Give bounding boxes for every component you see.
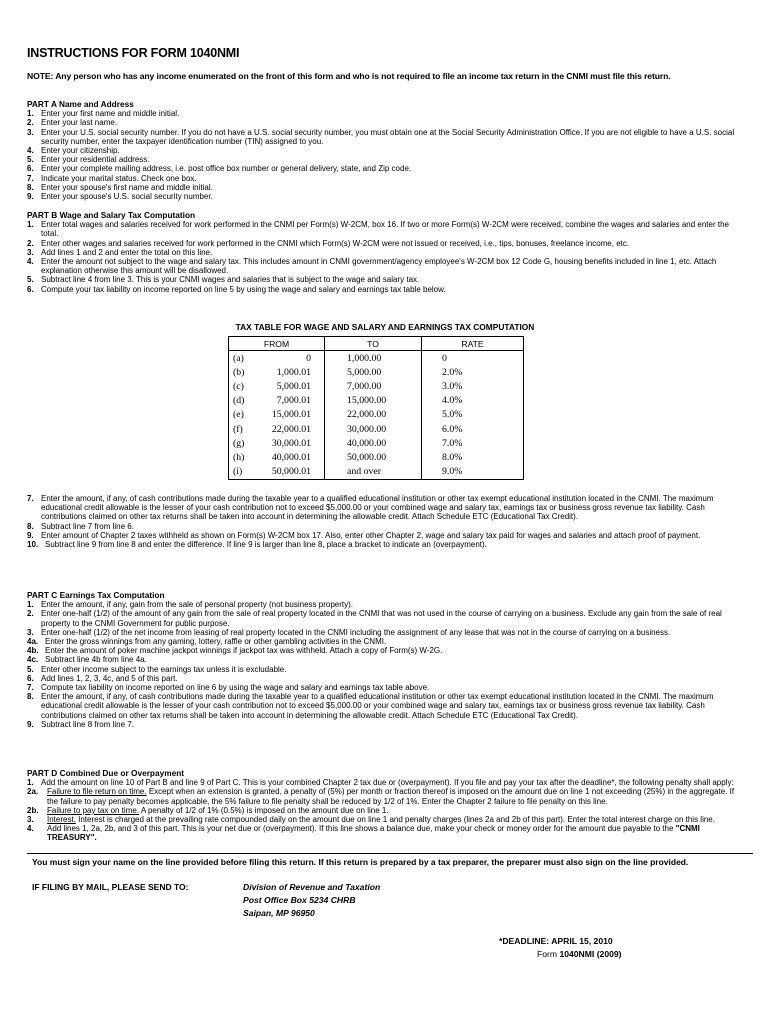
item-text: Compute tax liability on income reported on line 6 by using the wage and salary and earnings tax table above. xyxy=(41,683,430,693)
from-value: 1,000.01 xyxy=(276,366,311,378)
tax-table-row xyxy=(229,422,524,436)
from-value: 15,000.01 xyxy=(271,409,311,421)
mailing-address xyxy=(243,881,380,920)
payee-name: "CNMI TREASURY". xyxy=(47,824,700,843)
to-cell xyxy=(325,465,422,480)
item-label: Failure to file return on time. xyxy=(47,787,147,797)
item-number: 4b. xyxy=(27,646,39,656)
part-b xyxy=(27,211,743,294)
item-text: A penalty of 1/2 of 1% (0.5%) is imposed on the amount due on line 1. xyxy=(139,805,389,815)
part-a xyxy=(27,100,743,201)
item-number: 4a. xyxy=(27,637,39,647)
signature-note: You must sign your name on the line provided before filing this return. If this return is prepared by a tax preparer, the preparer must also sign on the line provided. xyxy=(32,857,689,867)
address-line-3: Saipan, MP 96950 xyxy=(243,908,315,918)
from-value: 30,000.01 xyxy=(271,437,311,449)
item-text: Enter your citizenship. xyxy=(41,146,120,156)
part-d-item-2a xyxy=(27,787,743,805)
item-number: 10. xyxy=(27,540,39,550)
item-text: Except when an extension is granted, a penalty of (5%) per month or fraction thereof is imposed on the amount due on line 1 not exceeding (25%) in the aggregate. If the failure to pay penalty becomes applicable, the 5% failure to file penalty shall be reduced by 1/2 of 1%. Enter the Chapter 2 failure to file penalty on this line. xyxy=(47,787,735,806)
item-number: 7. xyxy=(27,683,34,693)
to-cell xyxy=(325,394,422,408)
item-number: 5. xyxy=(27,155,34,165)
page-title: INSTRUCTIONS FOR FORM 1040NMI xyxy=(27,46,240,60)
form-number: 1040NMI (2009) xyxy=(559,949,622,959)
part-b-item-1 xyxy=(27,220,743,238)
part-a-item-3 xyxy=(27,128,743,146)
to-cell xyxy=(325,351,422,366)
bracket-letter: (b) xyxy=(233,366,245,378)
bracket-letter: (d) xyxy=(233,395,245,407)
item-number: 2. xyxy=(27,238,34,248)
item-number: 3. xyxy=(27,815,34,825)
item-text: Enter one-half (1/2) of the amount of any gain from the sale of real property located in the CNMI that was not used in the course of carrying on a business. Exclude any gain from the sale of real property to the CNMI Government for public purpose. xyxy=(41,609,722,628)
item-text: Indicate your marital status. Check one box. xyxy=(41,173,197,183)
tax-table xyxy=(228,336,524,480)
to-cell xyxy=(325,365,422,379)
item-text: Interest is charged at the prevailing rate compounded daily on the amount due on line 1 and penalty charges (lines 2a and 2b of this part). Enter the total interest charge on this line. xyxy=(75,815,715,825)
part-a-heading: PART A Name and Address xyxy=(27,99,134,109)
rate-value: 6.0% xyxy=(442,423,463,435)
tax-table-row xyxy=(229,351,524,366)
item-number: 6. xyxy=(27,284,34,294)
from-cell xyxy=(229,379,325,393)
part-a-item-8 xyxy=(27,183,743,192)
part-a-item-4 xyxy=(27,146,743,155)
item-text: Subtract line 4 from line 3. This is your CNMI wages and salaries that is subject to the wage and salary tax. xyxy=(41,275,420,285)
rate-value: 0 xyxy=(442,352,447,364)
item-number: 2. xyxy=(27,609,34,619)
item-text: Subtract line 8 from line 7. xyxy=(41,719,134,729)
item-text: Enter your last name. xyxy=(41,118,118,128)
to-cell xyxy=(325,379,422,393)
item-number: 8. xyxy=(27,692,34,702)
rate-value: 9.0% xyxy=(442,466,463,478)
to-value: 40,000.00 xyxy=(347,437,387,449)
item-label: Interest. xyxy=(47,815,76,825)
from-cell xyxy=(229,408,325,422)
deadline: *DEADLINE: APRIL 15, 2010 xyxy=(499,936,613,946)
to-value: 50,000.00 xyxy=(347,451,387,463)
to-value: and over xyxy=(347,466,382,478)
item-number: 6. xyxy=(27,164,34,174)
item-number: 9. xyxy=(27,192,34,202)
from-cell xyxy=(229,465,325,480)
from-value: 50,000.01 xyxy=(271,466,311,478)
part-b-item-2 xyxy=(27,522,743,531)
rate-cell xyxy=(422,422,524,436)
item-text: Enter your residential address. xyxy=(41,155,150,165)
rate-value: 4.0% xyxy=(442,395,463,407)
rate-cell xyxy=(422,465,524,480)
part-c-item-11 xyxy=(27,720,743,729)
part-d-item-3 xyxy=(27,815,743,824)
form-id xyxy=(537,949,622,959)
part-c-item-1 xyxy=(27,600,743,609)
from-value: 7,000.01 xyxy=(276,395,311,407)
item-text: Enter your complete mailing address, i.e. post office box number or general delivery, state, and Zip code. xyxy=(41,164,412,174)
from-cell xyxy=(229,436,325,450)
from-cell xyxy=(229,365,325,379)
part-c-item-4 xyxy=(27,637,743,646)
rate-value: 5.0% xyxy=(442,409,463,421)
item-number: 8. xyxy=(27,182,34,192)
to-value: 30,000.00 xyxy=(347,423,387,435)
part-b-item-1 xyxy=(27,494,743,522)
part-a-item-6 xyxy=(27,164,743,173)
part-c-heading: PART C Earnings Tax Computation xyxy=(27,590,165,600)
to-value: 7,000.00 xyxy=(347,380,382,392)
rate-value: 8.0% xyxy=(442,451,463,463)
mail-label: IF FILING BY MAIL, PLEASE SEND TO: xyxy=(32,882,189,892)
part-a-item-9 xyxy=(27,192,743,201)
item-text: Enter your spouse's U.S. social security number. xyxy=(41,192,213,202)
part-a-item-7 xyxy=(27,174,743,183)
item-text: Enter your spouse's first name and middle initial. xyxy=(41,182,213,192)
bracket-letter: (c) xyxy=(233,380,244,392)
tax-table-header-row xyxy=(229,337,524,351)
rate-value: 3.0% xyxy=(442,380,463,392)
bracket-letter: (f) xyxy=(233,423,243,435)
rate-cell xyxy=(422,365,524,379)
bracket-letter: (e) xyxy=(233,409,244,421)
to-value: 5,000.00 xyxy=(347,366,382,378)
tax-table-row xyxy=(229,365,524,379)
part-c-item-2 xyxy=(27,609,743,627)
item-text: Subtract line 4b from line 4a. xyxy=(45,655,147,665)
part-a-item-5 xyxy=(27,155,743,164)
part-b-continued xyxy=(27,494,743,549)
item-text: Enter the amount, if any, of cash contributions made during the taxable year to a qualified educational institution or other tax exempt educational institution located in the CNMI. The maximum educational credit allowable is the lesser of your cash contribution not to exceed $5,000.00 or your combined wage and salary tax, earnings tax or business gross revenue tax liability. Cash contributions claimed on other tax returns shall be taken into account in determining the allowable credit. Attach Schedule ETC (Educational Tax Credit). xyxy=(41,692,714,720)
from-cell xyxy=(229,422,325,436)
item-number: 2. xyxy=(27,118,34,128)
part-a-item-2 xyxy=(27,118,743,127)
to-value: 15,000.00 xyxy=(347,395,387,407)
item-text: Enter the amount of poker machine jackpot winnings if jackpot tax was withheld. Attach a copy of Form(s) W-2G. xyxy=(45,646,443,656)
from-cell xyxy=(229,394,325,408)
tax-table-row xyxy=(229,436,524,450)
from-value: 5,000.01 xyxy=(276,380,311,392)
part-a-items xyxy=(27,109,743,201)
rate-cell xyxy=(422,436,524,450)
rate-cell xyxy=(422,394,524,408)
item-number: 1. xyxy=(27,600,34,610)
address-line-1: Division of Revenue and Taxation xyxy=(243,882,381,892)
item-text: Enter the amount, if any, of cash contributions made during the taxable year to a qualified educational institution or other tax exempt educational institution located in the CNMI. The maximum educational credit allowable is the lesser of your cash contribution not to exceed $5,000.00 or your combined wage and salary tax, earnings tax or business gross revenue tax liability. Cash contributions claimed on other tax returns shall be taken into account in determining the allowable credit. Attach Schedule ETC (Educational Tax Credit). xyxy=(41,494,714,522)
item-number: 2b. xyxy=(27,805,39,815)
bracket-letter: (g) xyxy=(233,437,245,449)
bracket-letter: (h) xyxy=(233,451,245,463)
part-c-item-7 xyxy=(27,665,743,674)
to-value: 1,000.00 xyxy=(347,352,382,364)
item-text: Enter one-half (1/2) of the net income from leasing of real property located in the CNMI including the assignment of any lease that was not in the course of carrying on a business. xyxy=(41,627,671,637)
tax-table-row xyxy=(229,408,524,422)
item-number: 4c. xyxy=(27,655,39,665)
bracket-letter: (i) xyxy=(233,466,243,478)
item-number: 5. xyxy=(27,275,34,285)
bracket-letter: (a) xyxy=(233,352,244,364)
item-number: 1. xyxy=(27,778,34,788)
col-rate-header: RATE xyxy=(422,337,524,351)
item-text: Enter other income subject to the earnings tax unless it is excludable. xyxy=(41,664,287,674)
item-number: 3. xyxy=(27,627,34,637)
from-cell xyxy=(229,351,325,366)
form-prefix: Form xyxy=(537,949,560,959)
part-d-item-1 xyxy=(27,778,743,787)
item-text: Enter your U.S. social security number. If you do not have a U.S. social security number, you must obtain one at the Social Security Administration Office. If you are not eligible to have a U.S. social security number, enter the taxpayer identification number (TIN) assigned to you. xyxy=(41,127,735,146)
item-number: 8. xyxy=(27,521,34,531)
from-value: 22,000.01 xyxy=(271,423,311,435)
address-line-2: Post Office Box 5234 CHRB xyxy=(243,895,356,905)
from-value: 40,000.01 xyxy=(271,451,311,463)
item-number: 7. xyxy=(27,494,34,503)
rate-cell xyxy=(422,450,524,464)
part-b-heading: PART B Wage and Salary Tax Computation xyxy=(27,210,196,220)
part-c-item-6 xyxy=(27,655,743,664)
item-text: Add lines 1, 2a, 2b, and 3 of this part. This is your net due or (overpayment). If this line shows a balance due, make your check or money order for the amount due payable to the xyxy=(47,824,676,834)
part-c xyxy=(27,591,743,729)
rate-value: 7.0% xyxy=(442,437,463,449)
part-b-item-3 xyxy=(27,248,743,257)
item-text: Enter total wages and salaries received for work performed in the CNMI per Form(s) W-2CM, box 16. If two or more Form(s) W-2CM were received, combine the wages and salaries and enter the total. xyxy=(41,220,729,239)
tax-table-body xyxy=(229,351,524,480)
item-text: Add lines 1 and 2 and enter the total on this line. xyxy=(41,247,213,257)
item-number: 9. xyxy=(27,530,34,540)
part-c-items xyxy=(27,600,743,729)
part-a-item-1 xyxy=(27,109,743,118)
tax-table-row xyxy=(229,450,524,464)
part-d-item-4 xyxy=(27,824,743,842)
item-number: 4. xyxy=(27,257,34,267)
item-number: 7. xyxy=(27,173,34,183)
part-c-item-8 xyxy=(27,674,743,683)
item-text: Subtract line 7 from line 6. xyxy=(41,521,134,531)
item-text: Enter the amount not subject to the wage and salary tax. This includes amount in CNMI government/agency employee's W-2CM box 12 Code G, housing benefits included in line 1, etc. Attach explanation otherwise this amount will be disallowed. xyxy=(41,257,717,276)
tax-table-row xyxy=(229,379,524,393)
item-number: 5. xyxy=(27,664,34,674)
item-text: Compute your tax liability on income reported on line 5 by using the wage and salary and earnings tax table below. xyxy=(41,284,446,294)
part-d-item-2b xyxy=(27,806,743,815)
part-c-item-9 xyxy=(27,683,743,692)
item-text: Subtract line 9 from line 8 and enter the difference. If line 9 is larger than line 8, place a bracket to indicate an (overpayment). xyxy=(45,540,487,550)
part-d xyxy=(27,769,743,843)
rate-cell xyxy=(422,351,524,366)
item-text: Enter amount of Chapter 2 taxes withheld as shown on Form(s) W-2CM box 17. Also, enter other Chapter 2, wage and salary tax paid for wages and salaries and attach proof of payment. xyxy=(41,530,701,540)
item-number: 4. xyxy=(27,824,34,834)
divider xyxy=(27,853,753,854)
part-b-item-6 xyxy=(27,285,743,294)
to-cell xyxy=(325,450,422,464)
part-b-item-2 xyxy=(27,239,743,248)
from-value: 0 xyxy=(306,352,311,364)
tax-table-title: TAX TABLE FOR WAGE AND SALARY AND EARNINGS TAX COMPUTATION xyxy=(235,322,535,332)
part-b-items-continued xyxy=(27,494,743,549)
part-c-item-5 xyxy=(27,646,743,655)
part-b-items xyxy=(27,220,743,294)
to-cell xyxy=(325,422,422,436)
item-number: 6. xyxy=(27,673,34,683)
part-d-heading: PART D Combined Due or Overpayment xyxy=(27,768,185,778)
filing-note: NOTE: Any person who has any income enumerated on the front of this form and who is not required to file an income tax return in the CNMI must file this return. xyxy=(27,71,671,81)
tax-table-row xyxy=(229,394,524,408)
item-text: Enter the amount, if any, gain from the sale of personal property (not business property). xyxy=(41,600,354,610)
item-label: Failure to pay tax on time. xyxy=(47,805,140,815)
rate-cell xyxy=(422,408,524,422)
col-from-header: FROM xyxy=(229,337,325,351)
item-number: 3. xyxy=(27,247,34,257)
item-number: 9. xyxy=(27,719,34,729)
part-b-item-5 xyxy=(27,275,743,284)
from-cell xyxy=(229,450,325,464)
part-c-item-3 xyxy=(27,628,743,637)
item-number: 2a. xyxy=(27,787,39,797)
part-b-item-4 xyxy=(27,257,743,275)
item-number: 3. xyxy=(27,127,34,137)
item-number: 4. xyxy=(27,146,34,156)
item-text: Enter your first name and middle initial. xyxy=(41,109,180,119)
rate-value: 2.0% xyxy=(442,366,463,378)
to-cell xyxy=(325,408,422,422)
rate-cell xyxy=(422,379,524,393)
tax-table-row xyxy=(229,465,524,480)
item-number: 1. xyxy=(27,109,34,119)
col-to-header: TO xyxy=(325,337,422,351)
item-number: 1. xyxy=(27,220,34,230)
part-b-item-3 xyxy=(27,531,743,540)
part-c-item-10 xyxy=(27,692,743,720)
to-cell xyxy=(325,436,422,450)
item-text: Add lines 1, 2, 3, 4c, and 5 of this part. xyxy=(41,673,178,683)
to-value: 22,000.00 xyxy=(347,409,387,421)
item-text: Add the amount on line 10 of Part B and line 9 of Part C. This is your combined Chapter 2 tax due or (overpayment). If you file and pay your tax after the deadline*, the following penalty shall apply: xyxy=(41,778,734,788)
item-text: Enter other wages and salaries received for work performed in the CNMI which Form(s) W-2CM were not issued or received, i.e., tips, bonuses, freelance income, etc. xyxy=(41,238,630,248)
part-b-item-4 xyxy=(27,540,743,549)
item-text: Enter the gross winnings from any gaming, lottery, raffle or other gambling activities in the CNMI. xyxy=(45,637,387,647)
